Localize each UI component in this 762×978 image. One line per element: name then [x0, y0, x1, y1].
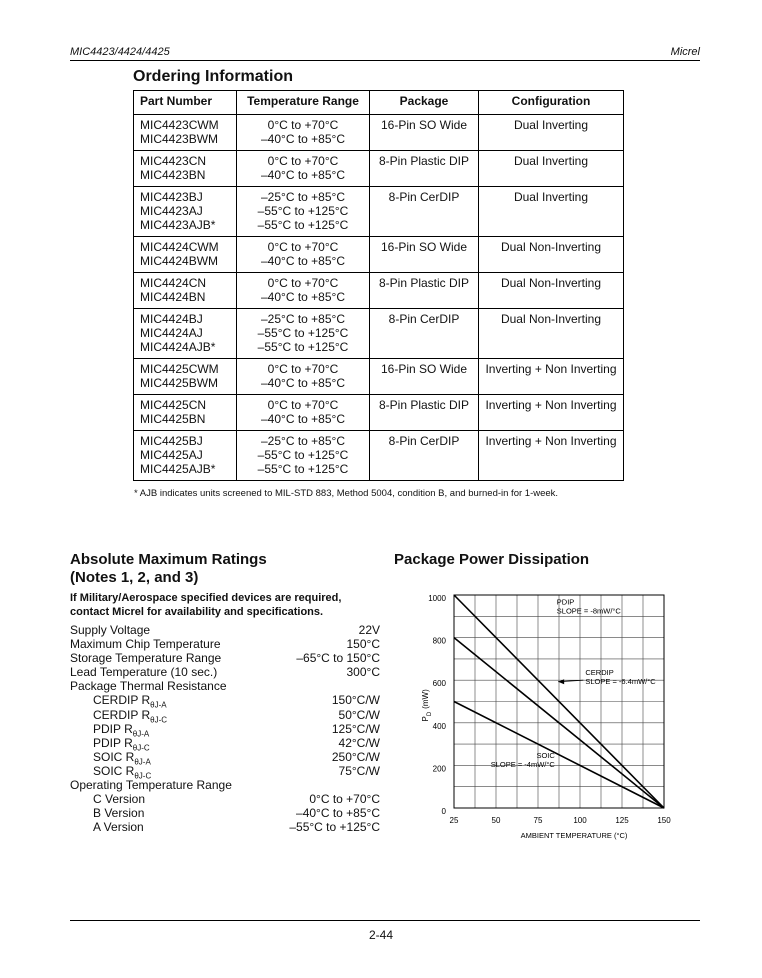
- part-number: MIC4424AJB*: [140, 340, 216, 354]
- part-number-cell: [134, 431, 237, 481]
- ordering-table: [133, 90, 624, 481]
- configuration-cell: Dual Non-Inverting: [479, 309, 624, 359]
- x-tick-label: 75: [533, 816, 543, 825]
- part-number-cell: [134, 273, 237, 309]
- rating-label-text: C Version: [93, 792, 146, 807]
- rating-row: [70, 708, 380, 722]
- rating-row: [70, 679, 380, 693]
- chart-axes: [421, 594, 671, 840]
- rating-label-text: Package Thermal Resistance: [70, 679, 227, 694]
- table-row: [134, 273, 624, 309]
- rating-value: 22V: [358, 623, 380, 637]
- part-number: MIC4425CN: [140, 398, 207, 412]
- temperature-range: –25°C to +85°C: [261, 312, 345, 326]
- temperature-range-cell: [237, 273, 370, 309]
- rating-label-subscript: θJ-C: [134, 771, 152, 781]
- temperature-range: –40°C to +85°C: [261, 376, 345, 390]
- rating-label: [70, 721, 150, 739]
- part-number: MIC4425AJB*: [140, 462, 216, 476]
- header-brand: Micrel: [670, 46, 700, 58]
- ratings-title: [70, 551, 267, 587]
- package-cell: 16-Pin SO Wide: [370, 237, 479, 273]
- rating-row: [70, 665, 380, 679]
- series-slope-label: SLOPE = -8mW/°C: [556, 606, 621, 616]
- part-number: MIC4425BN: [140, 412, 206, 426]
- package-cell: 8-Pin CerDIP: [370, 309, 479, 359]
- part-number: MIC4424BN: [140, 290, 206, 304]
- rating-row: [70, 763, 380, 781]
- rating-label: [70, 749, 151, 767]
- part-number: MIC4423CWM: [140, 118, 219, 132]
- temperature-range: 0°C to +70°C: [267, 118, 339, 132]
- part-number: MIC4424BWM: [140, 254, 219, 268]
- temperature-range-cell: [237, 395, 370, 431]
- temperature-range: –55°C to +125°C: [257, 218, 349, 232]
- col-configuration: Configuration: [479, 91, 624, 115]
- rating-value: 50°C/W: [338, 707, 380, 722]
- temperature-range: –40°C to +85°C: [261, 290, 345, 304]
- rating-label-subscript: θJ-A: [132, 729, 150, 739]
- part-number-cell: [134, 309, 237, 359]
- part-number: MIC4425BWM: [140, 376, 219, 390]
- temperature-range: 0°C to +70°C: [267, 240, 339, 254]
- ordering-title: Ordering Information: [133, 68, 293, 85]
- temperature-range-cell: [237, 237, 370, 273]
- page-number: 2-44: [368, 928, 394, 942]
- y-axis-label-unit: (mW): [421, 689, 430, 709]
- temperature-range: 0°C to +70°C: [267, 362, 339, 376]
- part-number: MIC4423AJ: [140, 204, 203, 218]
- rating-label-text: CERDIP R: [93, 707, 151, 722]
- part-number: MIC4425AJ: [140, 448, 203, 462]
- col-temperature-range: Temperature Range: [237, 91, 370, 115]
- rating-row: [70, 820, 380, 834]
- configuration-cell: Inverting + Non Inverting: [479, 359, 624, 395]
- temperature-range-cell: [237, 151, 370, 187]
- rating-value: 125°C/W: [331, 721, 380, 736]
- series-slope-label: SLOPE = -6.4mW/°C: [585, 676, 656, 686]
- rating-label: [70, 792, 145, 806]
- rating-label-subscript: θJ-A: [150, 700, 167, 710]
- y-tick-label: 800: [432, 636, 446, 646]
- package-cell: 8-Pin Plastic DIP: [370, 151, 479, 187]
- rating-value: –65°C to 150°C: [296, 651, 380, 666]
- temperature-range: 0°C to +70°C: [267, 154, 339, 168]
- package-cell: 8-Pin CerDIP: [370, 187, 479, 237]
- part-number-cell: [134, 151, 237, 187]
- series-slope-label: SLOPE = -4mW/°C: [490, 759, 555, 769]
- temperature-range: –55°C to +125°C: [257, 326, 349, 340]
- y-tick-label: 400: [432, 721, 446, 731]
- rating-value: 150°C: [346, 637, 380, 652]
- header-doc-id: MIC4423/4424/4425: [70, 46, 170, 58]
- y-tick-label: 200: [432, 764, 446, 774]
- temperature-range: –55°C to +125°C: [257, 448, 349, 462]
- ratings-title-line2: (Notes 1, 2, and 3): [70, 569, 199, 586]
- y-tick-label: 600: [432, 679, 446, 689]
- rating-value: 150°C/W: [331, 693, 380, 708]
- configuration-cell: Dual Inverting: [479, 187, 624, 237]
- rating-row: [70, 792, 380, 806]
- rating-label: [70, 806, 144, 820]
- power-dissipation-chart: [400, 580, 690, 850]
- rating-row: [70, 778, 380, 792]
- rating-label: [70, 679, 227, 693]
- rating-value: –55°C to +125°C: [289, 820, 380, 835]
- rating-row: [70, 721, 380, 739]
- table-row: [134, 359, 624, 395]
- part-number: MIC4425CWM: [140, 362, 219, 376]
- temperature-range-cell: [237, 431, 370, 481]
- temperature-range: –25°C to +85°C: [261, 190, 345, 204]
- series-name-label: PDIP: [556, 597, 575, 607]
- series-name-label: SOIC: [536, 750, 555, 760]
- rating-row: [70, 623, 380, 637]
- rating-label-text: Storage Temperature Range: [70, 651, 222, 666]
- part-number-cell: [134, 395, 237, 431]
- rating-label: [70, 623, 150, 637]
- configuration-cell: Inverting + Non Inverting: [479, 431, 624, 481]
- package-cell: 16-Pin SO Wide: [370, 115, 479, 151]
- part-number: MIC4423CN: [140, 154, 207, 168]
- temperature-range: –55°C to +125°C: [257, 204, 349, 218]
- x-tick-label: 25: [449, 816, 459, 825]
- table-row: [134, 115, 624, 151]
- temperature-range-cell: [237, 115, 370, 151]
- rating-value: 300°C: [346, 665, 380, 680]
- rating-label: [70, 651, 221, 665]
- y-tick-label: 0: [441, 807, 446, 816]
- part-number-cell: [134, 187, 237, 237]
- part-number-cell: [134, 359, 237, 395]
- configuration-cell: Dual Inverting: [479, 115, 624, 151]
- table-row: [134, 431, 624, 481]
- ordering-footnote: * AJB indicates units screened to MIL-STD 883, Method 5004, condition B, and burned-in for 1-week.: [134, 488, 559, 499]
- part-number: MIC4424CN: [140, 276, 207, 290]
- col-package: Package: [370, 91, 479, 115]
- rating-label-text: PDIP R: [93, 721, 133, 736]
- rating-label: [70, 637, 221, 651]
- rating-label-text: CERDIP R: [93, 693, 151, 708]
- rating-row: [70, 637, 380, 651]
- configuration-cell: Dual Non-Inverting: [479, 273, 624, 309]
- ratings-title-line1: Absolute Maximum Ratings: [70, 551, 267, 568]
- part-number-cell: [134, 237, 237, 273]
- rating-label-text: Supply Voltage: [70, 623, 151, 637]
- rating-value: 42°C/W: [338, 735, 380, 750]
- temperature-range: 0°C to +70°C: [267, 276, 339, 290]
- configuration-cell: Dual Non-Inverting: [479, 237, 624, 273]
- rating-label-text: Lead Temperature (10 sec.): [70, 665, 218, 680]
- part-number: MIC4423AJB*: [140, 218, 216, 232]
- temperature-range: –40°C to +85°C: [261, 412, 345, 426]
- table-row: [134, 151, 624, 187]
- package-cell: 8-Pin Plastic DIP: [370, 395, 479, 431]
- footer-rule: [70, 920, 700, 921]
- rating-label: [70, 665, 217, 679]
- col-part-number: Part Number: [134, 91, 237, 115]
- part-number: MIC4424CWM: [140, 240, 219, 254]
- part-number: MIC4425BJ: [140, 434, 203, 448]
- rating-value: 250°C/W: [331, 749, 380, 764]
- package-cell: 16-Pin SO Wide: [370, 359, 479, 395]
- rating-value: 0°C to +70°C: [309, 792, 380, 807]
- part-number: MIC4423BJ: [140, 190, 203, 204]
- rating-label-text: Operating Temperature Range: [70, 778, 232, 793]
- table-row: [134, 395, 624, 431]
- rating-label: [70, 820, 144, 834]
- table-row: [134, 309, 624, 359]
- y-tick-label: 1000: [428, 594, 446, 603]
- rating-label-subscript: θJ-A: [134, 757, 151, 767]
- rating-value: –40°C to +85°C: [296, 806, 380, 821]
- table-row: [134, 187, 624, 237]
- y-axis-label-main: P: [421, 716, 430, 722]
- rating-label-subscript: θJ-C: [132, 743, 150, 753]
- table-row: [134, 237, 624, 273]
- y-axis-label: [421, 689, 433, 722]
- rating-label-text: SOIC R: [93, 763, 135, 778]
- rating-label: [70, 763, 152, 781]
- temperature-range: –40°C to +85°C: [261, 254, 345, 268]
- rating-label: [70, 778, 232, 792]
- temperature-range: –40°C to +85°C: [261, 168, 345, 182]
- part-number: MIC4424BJ: [140, 312, 203, 326]
- temperature-range-cell: [237, 359, 370, 395]
- rating-label-text: B Version: [93, 806, 145, 821]
- configuration-cell: Inverting + Non Inverting: [479, 395, 624, 431]
- rating-row: [70, 693, 380, 710]
- rating-row: [70, 735, 380, 753]
- temperature-range-cell: [237, 309, 370, 359]
- rating-row: [70, 651, 380, 665]
- rating-label: [70, 708, 167, 722]
- rating-label-text: Maximum Chip Temperature: [70, 637, 221, 652]
- header-rule: [70, 60, 700, 61]
- part-number: MIC4423BWM: [140, 132, 219, 146]
- ratings-list: [70, 623, 380, 834]
- rating-value: 75°C/W: [338, 763, 380, 778]
- ordering-table-body: [134, 115, 624, 481]
- configuration-cell: Dual Inverting: [479, 151, 624, 187]
- temperature-range: –55°C to +125°C: [257, 340, 349, 354]
- y-axis-label-subscript: D: [427, 711, 433, 717]
- package-cell: 8-Pin Plastic DIP: [370, 273, 479, 309]
- rating-row: [70, 749, 380, 767]
- rating-label: [70, 735, 150, 753]
- temperature-range: –55°C to +125°C: [257, 462, 349, 476]
- x-tick-label: 100: [573, 816, 587, 825]
- rating-label-text: A Version: [93, 820, 144, 835]
- part-number: MIC4424AJ: [140, 326, 203, 340]
- x-tick-label: 50: [491, 816, 501, 825]
- rating-label-subscript: θJ-C: [150, 714, 168, 724]
- ordering-header-row: [134, 91, 624, 115]
- part-number: MIC4423BN: [140, 168, 206, 182]
- part-number-cell: [134, 115, 237, 151]
- rating-label-text: PDIP R: [93, 735, 133, 750]
- chart-title: Package Power Dissipation: [394, 551, 590, 568]
- x-tick-label: 150: [657, 816, 671, 825]
- temperature-range-cell: [237, 187, 370, 237]
- x-tick-label: 125: [615, 816, 629, 825]
- ratings-subtitle: If Military/Aerospace specified devices are required, contact Micrel for availability and specifications.: [70, 592, 342, 618]
- package-cell: 8-Pin CerDIP: [370, 431, 479, 481]
- rating-row: [70, 806, 380, 820]
- rating-label: [70, 693, 167, 710]
- x-axis-label: AMBIENT TEMPERATURE (°C): [520, 831, 628, 840]
- rating-label-text: SOIC R: [93, 749, 135, 764]
- temperature-range: –40°C to +85°C: [261, 132, 345, 146]
- chart-labels: [491, 598, 657, 769]
- temperature-range: 0°C to +70°C: [267, 398, 339, 412]
- series-name-label: CERDIP: [585, 667, 614, 677]
- temperature-range: –25°C to +85°C: [261, 434, 345, 448]
